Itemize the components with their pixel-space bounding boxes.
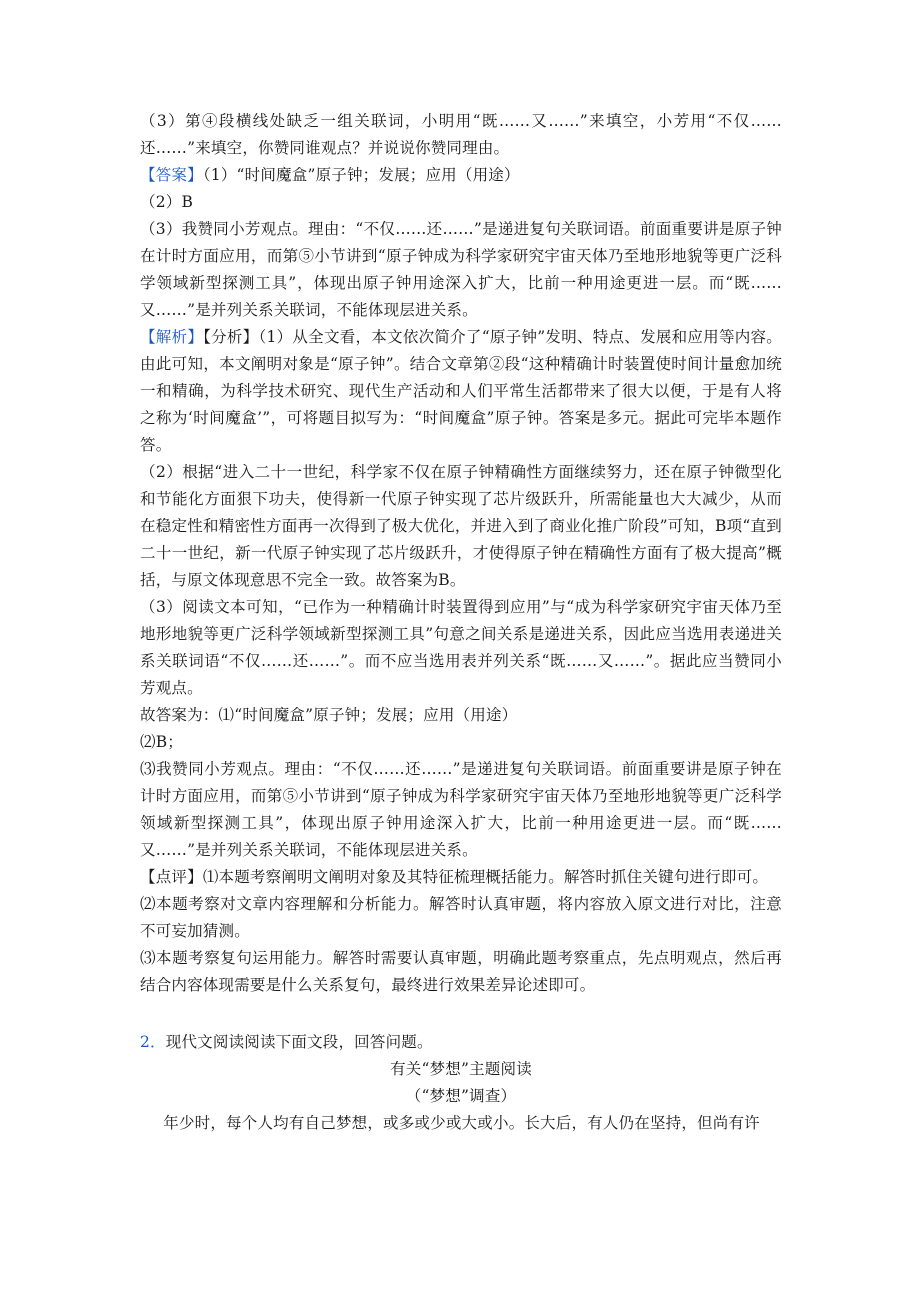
answer-line-1: 【答案】（1）“时间魔盒”原子钟；发展；应用（用途）	[140, 166, 520, 184]
comment-tag: 【点评】	[140, 868, 203, 886]
answer-line-2: （2）B	[140, 193, 194, 211]
question-2-number: 2．	[140, 1033, 166, 1051]
comment-line-2: ⑵本题考察对文章内容理解和分析能力。解答时认真审题，将内容放入原文进行对比，注意不可妄加猜测。	[140, 895, 782, 940]
comment-line-3: ⑶本题考察复句运用能力。解答时需要认真审题，明确此题考察重点，先点明观点，然后再结合内容体现需要是什么关系复句，最终进行效果差异论述即可。	[140, 949, 782, 994]
analysis-tag: 【解析】	[140, 328, 204, 346]
answer-tag: 【答案】	[140, 166, 203, 184]
question-3-prompt: （3）第④段横线处缺乏一组关联词，小明用“既……又……”来填空，小芳用“不仅……还……”来填空，你赞同谁观点？并说说你赞同理由。	[140, 112, 782, 157]
document-body	[140, 108, 782, 1137]
question-2-prompt: 2．现代文阅读阅读下面文段，回答问题。	[140, 1033, 433, 1051]
analysis-part-3: （3）阅读文本可知，“已作为一种精确计时装置得到应用”与“成为科学家研究宇宙天体乃至地形地貌等更广泛科学领域新型探测工具”句意之间关系是递进关系，因此应当选用表递进关系关联词语“不仅……还……”。而不应当选用表并列关系“既……又……”。据此应当赞同小芳观点。	[140, 598, 782, 697]
summary-line-2: ⑵B；	[140, 733, 183, 751]
reading-title: 有关“梦想”主题阅读	[390, 1060, 532, 1078]
comment-line-1: 【点评】⑴本题考察阐明文阐明对象及其特征梳理概括能力。解答时抓住关键句进行即可。	[140, 868, 769, 886]
reading-first-line: 年少时，每个人均有自己梦想，或多或少或大或小。长大后，有人仍在坚持，但尚有许	[163, 1114, 760, 1132]
analysis-part-2: （2）根据“进入二十一世纪，科学家不仅在原子钟精确性方面继续努力，还在原子钟微型化和节能化方面狠下功夫，使得新一代原子钟实现了芯片级跃升，所需能量也大大减少，从而在稳定性和精密性方面再一次得到了极大优化，并进入到了商业化推广阶段”可知，B项“直到二十一世纪，新一代原子钟实现了芯片级跃升，才使得原子钟在精确性方面有了极大提高”概括，与原文体现意思不完全一致。故答案为B。	[140, 463, 782, 589]
analysis-part-1: 【解析】【分析】（1）从全文看，本文依次简介了“原子钟”发明、特点、发展和应用等内容。由此可知，本文阐明对象是“原子钟”。结合文章第②段“这种精确计时装置使时间计量愈加统一和精确，为科学技术研究、现代生产活动和人们平常生活都带来了很大以便，于是有人将之称为‘时间魔盒’”，可将题目拟写为：“时间魔盒”原子钟。答案是多元。据此可完毕本题作答。	[140, 328, 782, 454]
answer-line-3: （3）我赞同小芳观点。理由：“不仅……还……”是递进复句关联词语。前面重要讲是原子钟在计时方面应用，而第⑤小节讲到“原子钟成为科学家研究宇宙天体乃至地形地貌等更广泛科学领域新型探测工具”，体现出原子钟用途深入扩大，比前一种用途更进一层。而“既……又……”是并列关系关联词，不能体现层进关系。	[140, 220, 782, 319]
summary-line-3: ⑶我赞同小芳观点。理由：“不仅……还……”是递进复句关联词语。前面重要讲是原子钟在计时方面应用，而第⑤小节讲到“原子钟成为科学家研究宇宙天体乃至地形地貌等更广泛科学领域新型探测工具”，体现出原子钟用途深入扩大，比前一种用途更进一层。而“既……又……”是并列关系关联词，不能体现层进关系。	[140, 760, 782, 859]
summary-line-1: 故答案为：⑴“时间魔盒”原子钟；发展；应用（用途）	[140, 706, 518, 724]
analysis-sub-tag: 【分析】	[203, 328, 259, 346]
reading-subtitle: （“梦想”调查）	[405, 1087, 517, 1105]
section-gap	[140, 999, 782, 1029]
